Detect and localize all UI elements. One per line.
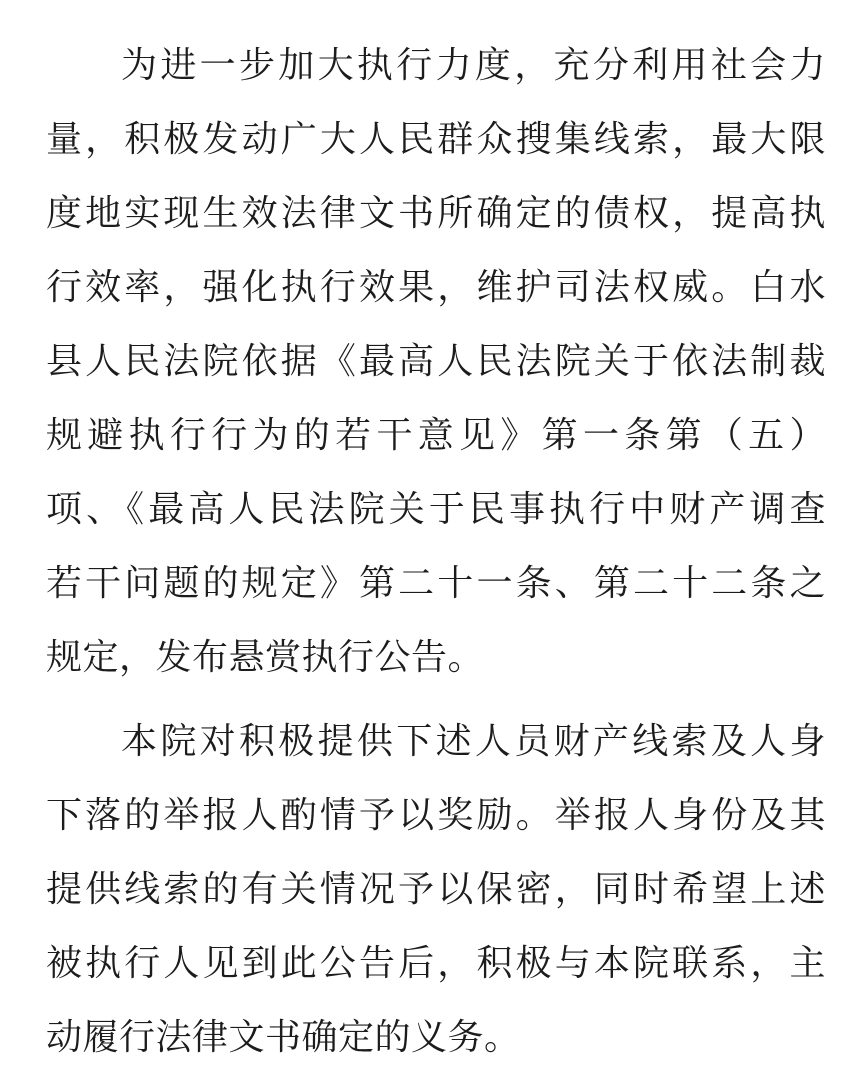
paragraph-2-line-4: 被执行人见到此公告后，积极与本院联系，主 xyxy=(46,943,826,984)
paragraph-2-line-3: 提供线索的有关情况予以保密，同时希望上述 xyxy=(46,869,826,910)
paragraph-2-line-5: 动履行法律文书确定的义务。 xyxy=(46,1017,521,1058)
paragraph-1-line-1: 为进一步加大执行力度，充分利用社会力 xyxy=(121,45,826,86)
paragraph-1-line-4: 行效率，强化执行效果，维护司法权威。白水 xyxy=(46,267,826,308)
paragraph-2-line-2: 下落的举报人酌情予以奖励。举报人身份及其 xyxy=(46,795,826,836)
paragraph-1-line-3: 度地实现生效法律文书所确定的债权，提高执 xyxy=(46,193,826,234)
paragraph-1-line-9: 规定，发布悬赏执行公告。 xyxy=(46,637,485,678)
paragraph-1-line-5: 县人民法院依据《最高人民法院关于依法制裁 xyxy=(46,341,826,382)
paragraph-1-line-7: 项、《最高人民法院关于民事执行中财产调查 xyxy=(46,489,826,530)
paragraph-1-line-6: 规避执行行为的若干意见》第一条第（五） xyxy=(46,415,826,456)
paragraph-1-line-8: 若干问题的规定》第二十一条、第二十二条之 xyxy=(46,563,826,604)
paragraph-1-line-2: 量，积极发动广大人民群众搜集线索，最大限 xyxy=(46,119,826,160)
paragraph-2-line-1: 本院对积极提供下述人员财产线索及人身 xyxy=(121,721,826,762)
